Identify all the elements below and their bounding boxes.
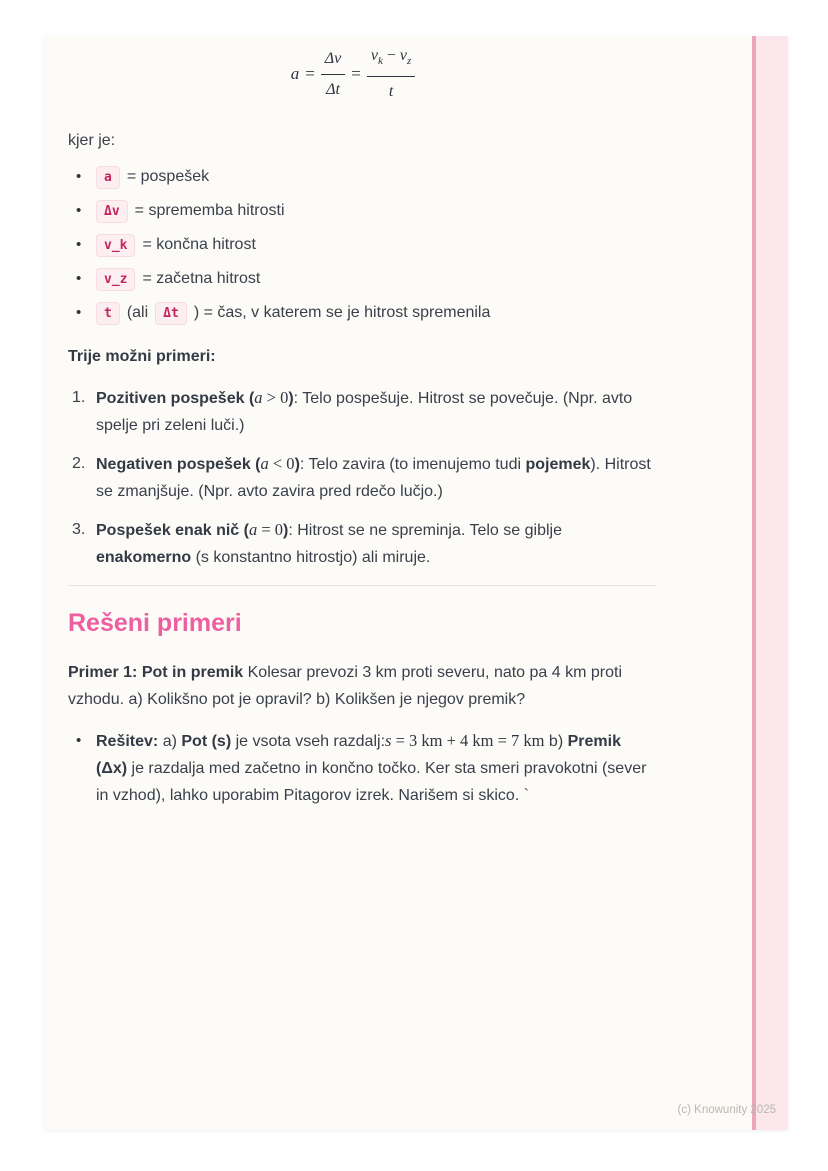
example-1-text: Kolesar prevozi 3 km proti severu, nato pa 4 km proti vzhodu. a) Kolikšno pot je opravil? b) Kolikšen je njegov premik?	[68, 664, 623, 708]
code-pill-dt: Δt	[155, 302, 187, 325]
math-var: a	[254, 388, 263, 407]
copyright-footer: (c) Knowunity 2025	[677, 1104, 776, 1116]
solution-list	[68, 727, 656, 809]
math-var-s: s	[385, 731, 392, 750]
case-bold-lead: Pozitiven pospešek (	[96, 390, 255, 407]
definition-text: (ali	[126, 304, 149, 321]
list-item	[68, 164, 656, 190]
var-v: v	[399, 46, 408, 64]
definitions-intro: kjer je:	[68, 132, 116, 149]
list-number: 3.	[72, 521, 86, 538]
list-item	[68, 232, 656, 258]
solution-bold-pot: Pot (s)	[181, 733, 232, 750]
formula-fraction-vk-vz-t	[367, 43, 415, 105]
list-item	[68, 450, 656, 505]
case-bold-lead: Negativen pospešek (	[96, 456, 261, 473]
solution-text: a)	[158, 733, 182, 750]
bullet-marker: •	[76, 168, 82, 185]
minus-sign: −	[382, 46, 400, 64]
fraction-denominator: Δt	[326, 80, 340, 98]
bullet-marker: •	[76, 202, 82, 219]
definition-text: ) = čas, v katerem se je hitrost spremenila	[193, 304, 491, 321]
list-number: 1.	[72, 389, 86, 406]
solution-text: je razdalja med začetno in končno točko. Ker sta smeri pravokotni (sever in vzhod), lahko uporabim Pitagorov izrek. Narišem si skico. `	[96, 760, 647, 804]
math-relation: > 0	[262, 388, 289, 407]
fraction-numerator: Δv	[321, 46, 346, 75]
page-content	[44, 36, 656, 809]
code-pill-vk: v_k	[96, 234, 135, 257]
case-text: : Hitrost se ne spreminja. Telo se giblje	[288, 522, 562, 539]
var-v: v	[370, 46, 378, 64]
definitions-list	[68, 164, 656, 326]
definition-body	[96, 232, 256, 258]
solution-body	[96, 727, 656, 809]
cases-title: Trije možni primeri:	[68, 348, 216, 365]
case-bold-mid: pojemek	[525, 456, 591, 473]
solution-label: Rešitev:	[96, 733, 159, 750]
code-pill-vz: v_z	[96, 268, 135, 291]
case-bold-close: )	[283, 522, 289, 539]
list-number: 2.	[72, 455, 86, 472]
sub-k: k	[377, 55, 383, 68]
solved-examples-heading: Rešeni primeri	[68, 609, 242, 637]
acceleration-formula	[68, 46, 638, 101]
definition-body	[96, 164, 209, 190]
sub-z: z	[407, 55, 412, 68]
example-1-title: Primer 1: Pot in premik	[68, 664, 244, 681]
code-pill-dv: Δv	[96, 200, 128, 223]
case-bold-close: )	[294, 456, 300, 473]
math-var: a	[260, 454, 269, 473]
case-text: : Telo pospešuje. Hitrost se povečuje. (Npr. avto spelje pri zeleni luči.)	[96, 390, 633, 434]
definition-body	[96, 198, 285, 224]
code-pill-t: t	[96, 302, 120, 325]
formula-equals: =	[351, 64, 361, 83]
section-divider	[68, 585, 656, 586]
case-bold-mid: enakomerno	[96, 549, 192, 566]
case-body	[96, 450, 656, 505]
solution-text: je vsota vseh razdalj:	[231, 733, 386, 750]
definition-body	[96, 266, 260, 292]
definition-text: = končna hitrost	[142, 236, 256, 253]
formula-equals: =	[305, 64, 315, 83]
formula-fraction-dv-dt	[321, 46, 346, 103]
case-bold-lead: Pospešek enak nič (	[96, 522, 249, 539]
formula-var-a: a	[290, 64, 300, 83]
fraction-denominator: t	[388, 83, 394, 101]
page-edge-stripe	[752, 36, 788, 1130]
document-page	[44, 36, 788, 1130]
list-item	[68, 300, 656, 326]
solution-bold-premik: Premik (Δx)	[96, 733, 621, 777]
definition-text: = začetna hitrost	[142, 270, 261, 287]
math-expression: = 3 km + 4 km = 7 km	[391, 731, 545, 750]
example-1-paragraph	[68, 659, 660, 713]
math-var: a	[248, 520, 258, 539]
definition-text: = pospešek	[126, 168, 210, 185]
math-relation: = 0	[257, 520, 284, 539]
list-item	[68, 384, 656, 439]
case-bold-close: )	[288, 390, 294, 407]
code-pill-a: a	[96, 166, 120, 189]
fraction-numerator	[367, 43, 415, 77]
case-body	[96, 516, 656, 571]
case-text: ). Hitrost se zmanjšuje. (Npr. avto zavira pred rdečo lučjo.)	[96, 456, 651, 500]
list-item	[68, 727, 656, 809]
case-body	[96, 384, 656, 439]
bullet-marker: •	[76, 270, 82, 287]
list-item	[68, 266, 656, 292]
list-item	[68, 198, 656, 224]
math-relation: < 0	[268, 454, 295, 473]
definition-text: = sprememba hitrosti	[134, 202, 285, 219]
list-item	[68, 516, 656, 571]
cases-list	[68, 384, 656, 571]
bullet-marker: •	[76, 304, 82, 321]
definition-body	[96, 300, 490, 326]
case-text: (s konstantno hitrostjo) ali miruje.	[191, 549, 431, 566]
bullet-marker: •	[76, 236, 82, 253]
solution-text: b)	[544, 733, 568, 750]
case-text: : Telo zavira (to imenujemo tudi	[299, 456, 526, 473]
bullet-marker: •	[76, 732, 82, 749]
